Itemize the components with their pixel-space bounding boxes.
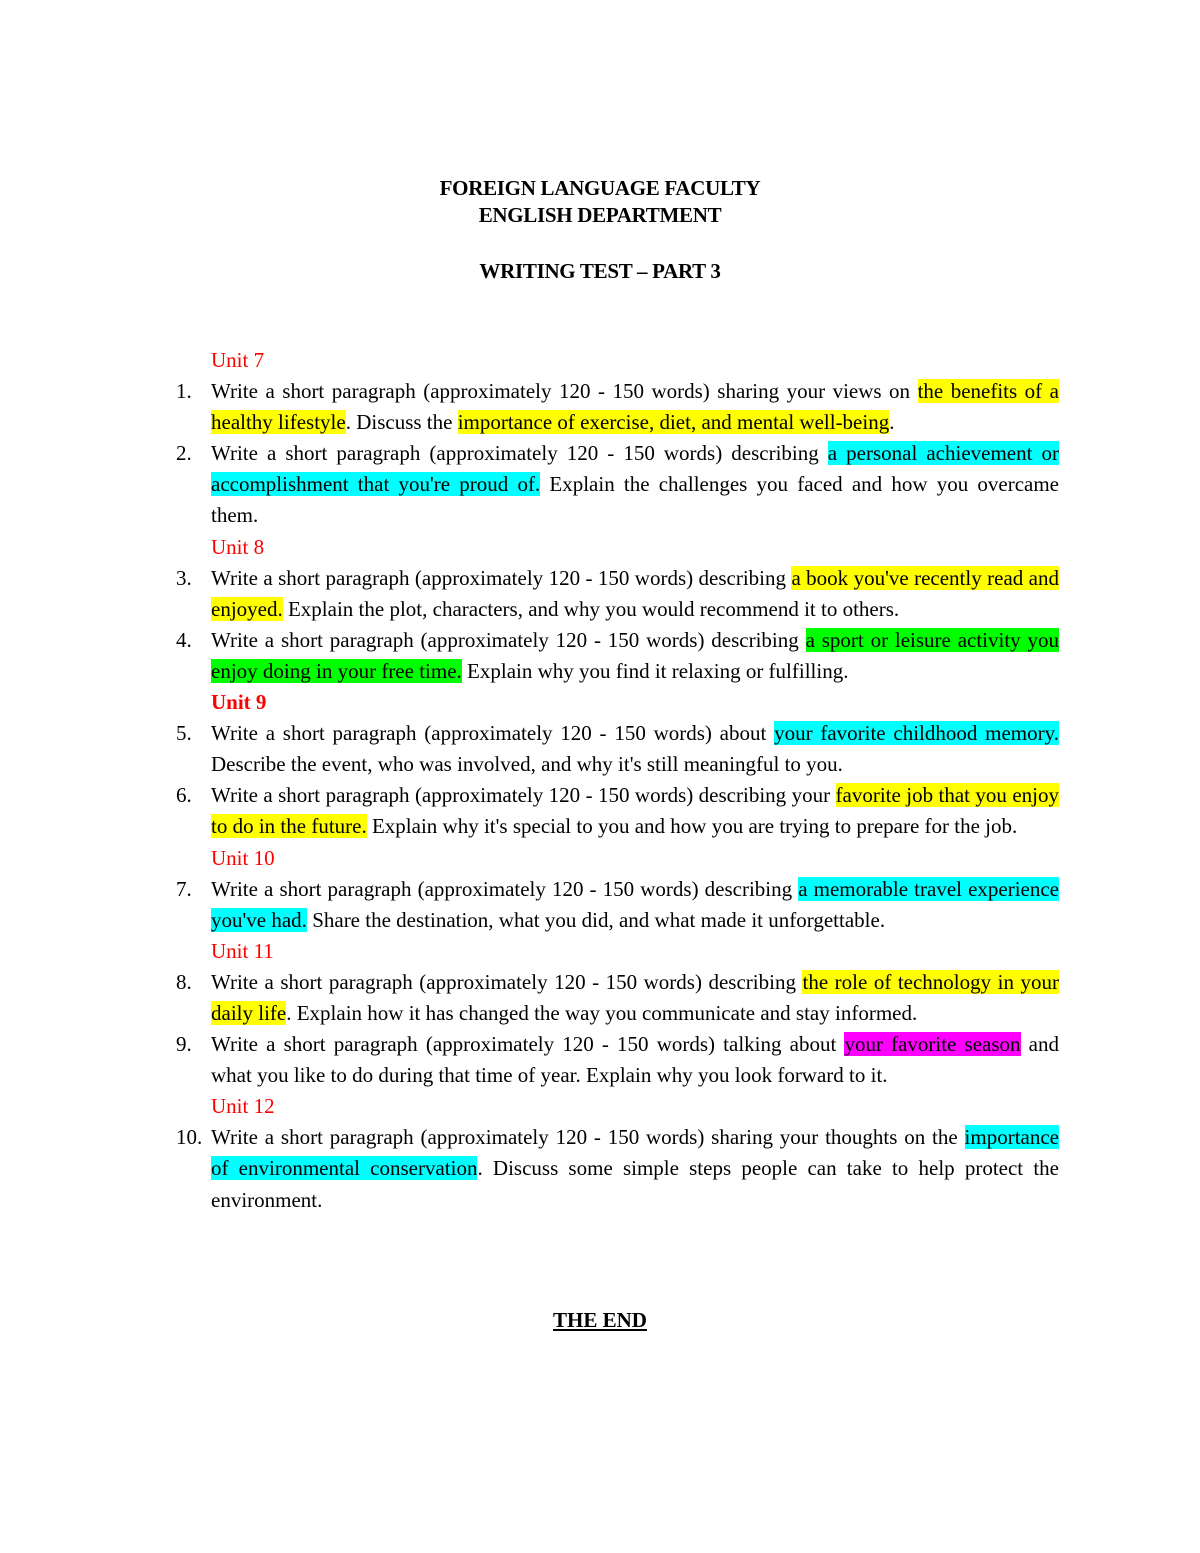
- question-number: 5.: [176, 721, 192, 746]
- question-text: .: [889, 410, 895, 435]
- highlighted-topic: your favorite childhood memory.: [774, 721, 1059, 746]
- question-text: Explain why it's special to you and how you are trying to prepare for the job.: [366, 814, 1018, 839]
- question-number: 10.: [176, 1125, 203, 1150]
- question-text: . Discuss some simple steps people can take to help protect the environment.: [211, 1156, 1059, 1212]
- question-number: 8.: [176, 969, 192, 994]
- question-item-2: [176, 438, 1059, 531]
- highlighted-topic: a sport or leisure activity you enjoy doing in your free time.: [211, 627, 1059, 683]
- question-text: Explain the plot, characters, and why you would recommend it to others.: [282, 596, 900, 621]
- highlighted-topic: favorite job that you enjoy to do in the future.: [211, 783, 1060, 839]
- question-item-4: [176, 625, 1059, 687]
- question-text: and what you like to do during that time of year. Explain why you look forward to it.: [211, 1032, 1059, 1088]
- question-item-7: [176, 874, 1060, 936]
- highlighted-topic: your favorite season: [844, 1032, 1021, 1057]
- question-text: Write a short paragraph (approximately 120 - 150 words) describing: [211, 969, 803, 994]
- question-text: Write a short paragraph (approximately 120 - 150 words) about: [211, 721, 775, 746]
- question-text: Describe the event, who was involved, and why it's still meaningful to you.: [211, 752, 843, 777]
- unit-heading-12: Unit 12: [211, 1094, 275, 1119]
- question-item-8: [176, 967, 1060, 1029]
- test-title: WRITING TEST – PART 3: [479, 259, 721, 283]
- question-list: [0, 345, 1200, 1216]
- unit-heading-9: Unit 9: [211, 690, 267, 715]
- question-number: 9.: [176, 1032, 192, 1057]
- question-item-9: [176, 1029, 1059, 1091]
- the-end-footer: THE END: [553, 1308, 647, 1332]
- question-item-6: [176, 780, 1060, 842]
- faculty-heading: FOREIGN LANGUAGE FACULTY: [439, 176, 761, 200]
- unit-heading-8: Unit 8: [211, 534, 265, 559]
- question-text: . Discuss the: [345, 410, 458, 435]
- unit-heading-7: Unit 7: [211, 348, 265, 372]
- question-text: Share the destination, what you did, and what made it unforgettable.: [306, 907, 886, 932]
- unit-heading-10: Unit 10: [211, 845, 275, 870]
- unit-heading-11: Unit 11: [211, 938, 274, 963]
- question-item-3: [176, 563, 1060, 625]
- question-item-10: [176, 1122, 1059, 1215]
- highlighted-topic: importance of exercise, diet, and mental well-being: [457, 410, 890, 435]
- question-text: Write a short paragraph (approximately 120 - 150 words) sharing your views on: [211, 379, 918, 404]
- highlighted-topic: importance of environmental conservation: [211, 1125, 1059, 1181]
- question-number: 1.: [176, 379, 192, 404]
- department-heading: ENGLISH DEPARTMENT: [478, 203, 722, 227]
- question-number: 6.: [176, 783, 192, 808]
- question-text: Write a short paragraph (approximately 120 - 150 words) describing: [211, 565, 792, 590]
- question-text: Explain why you find it relaxing or fulfilling.: [461, 658, 849, 683]
- question-text: . Explain how it has changed the way you communicate and stay informed.: [286, 1000, 918, 1025]
- question-text: Write a short paragraph (approximately 120 - 150 words) describing your: [211, 783, 836, 808]
- highlighted-topic: the role of technology in your daily life: [211, 969, 1060, 1025]
- highlighted-topic: a memorable travel experience you've had.: [211, 876, 1060, 932]
- question-number: 7.: [176, 876, 192, 901]
- question-text: Explain the challenges you faced and how you overcame them.: [211, 472, 1059, 528]
- question-number: 2.: [176, 441, 192, 466]
- question-text: Write a short paragraph (approximately 120 - 150 words) talking about: [211, 1032, 845, 1057]
- question-text: Write a short paragraph (approximately 120 - 150 words) describing: [211, 441, 828, 466]
- question-text: Write a short paragraph (approximately 120 - 150 words) sharing your thoughts on the: [211, 1125, 965, 1150]
- question-text: Write a short paragraph (approximately 120 - 150 words) describing: [211, 876, 799, 901]
- question-item-5: [176, 718, 1059, 780]
- question-text: Write a short paragraph (approximately 120 - 150 words) describing: [211, 627, 806, 652]
- question-number: 3.: [176, 565, 192, 590]
- question-number: 4.: [176, 627, 192, 652]
- highlighted-topic: a personal achievement or accomplishment that you're proud of.: [211, 441, 1059, 497]
- highlighted-topic: the benefits of a healthy lifestyle: [211, 379, 1059, 435]
- highlighted-topic: a book you've recently read and enjoyed.: [211, 565, 1060, 621]
- question-item-1: [176, 376, 1059, 438]
